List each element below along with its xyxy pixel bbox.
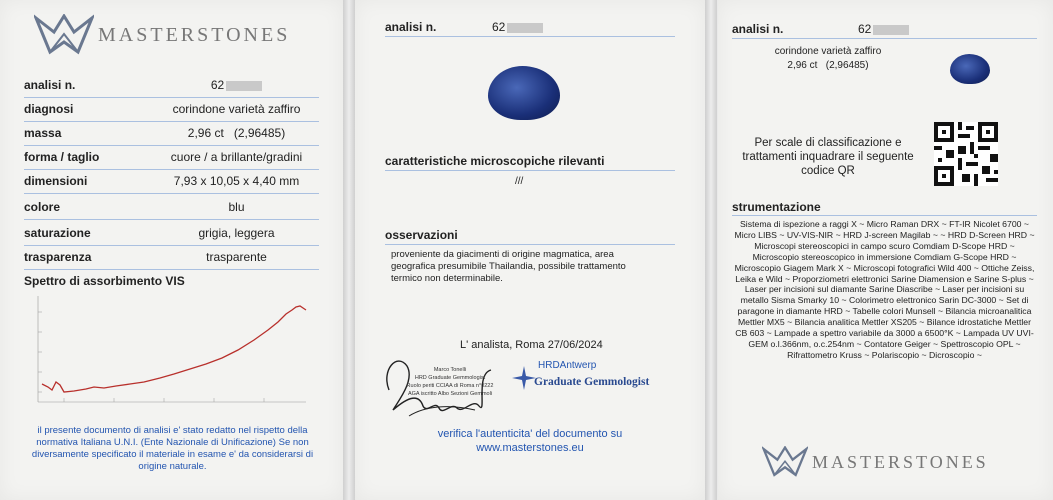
analyst-line: L' analista, Roma 27/06/2024	[460, 339, 603, 351]
redaction-block	[226, 81, 262, 91]
verify-line: verifica l'autenticita' del documento su	[437, 428, 623, 440]
row-value: blu	[228, 200, 245, 214]
redaction-block	[873, 25, 909, 35]
divider	[385, 36, 675, 37]
row-value: grigia, leggera	[198, 226, 275, 240]
row-label: forma / taglio	[24, 150, 100, 164]
absorption-spectrum-plot	[34, 292, 314, 417]
micro-title: caratteristiche microscopiche rilevanti	[385, 154, 605, 168]
micro-value: ///	[515, 176, 524, 187]
right-panel	[718, 0, 1053, 500]
divider	[385, 244, 675, 245]
row-label: dimensioni	[24, 174, 88, 188]
website-link[interactable]: www.masterstones.eu	[476, 442, 584, 454]
brand-name: MASTERSTONES	[98, 23, 291, 46]
row-forma	[24, 147, 319, 170]
row-label: saturazione	[24, 226, 91, 240]
signature-caption: Marco Tonelli HRD Graduate Gemmologist Ruolo periti CCIAA di Roma n°0222 AGA iscritto Albo Sezioni Gemmoli	[406, 367, 494, 397]
row-value: corindone varietà zaffiro	[172, 102, 301, 116]
spectrum-title: Spettro di assorbimento VIS	[24, 274, 185, 288]
middle-panel	[355, 0, 705, 500]
mass-text: 2,96 ct (2,96485)	[787, 60, 869, 71]
row-value: trasparente	[206, 250, 267, 264]
left-panel	[0, 0, 343, 500]
row-value: 2,96 ct (2,96485)	[187, 126, 286, 140]
row-label: analisi n.	[24, 78, 76, 92]
row-dimensioni	[24, 171, 319, 194]
spectrum-curve	[42, 306, 306, 392]
brand-name: MASTERSTONES	[812, 451, 989, 472]
spectrum-ticks	[38, 312, 264, 402]
qr-instructions: Per scale di classificazione e trattamenti inquadrare il seguente codice QR	[742, 137, 914, 177]
brand-logo-bottom	[762, 446, 989, 478]
row-massa	[24, 123, 319, 146]
row-value: 7,93 x 10,05 x 4,40 mm	[173, 174, 300, 188]
qr-code[interactable]	[934, 122, 998, 186]
masterstones-logo-icon	[762, 446, 808, 478]
analisi-value: 62	[492, 20, 543, 34]
row-value: cuore / a brillante/gradini	[170, 150, 303, 164]
analisi-value: 62	[858, 22, 909, 36]
fold-line-right	[705, 0, 717, 500]
hrd-top-text: HRDAntwerp	[538, 360, 597, 371]
obs-title: osservazioni	[385, 228, 458, 242]
row-label: diagnosi	[24, 102, 74, 116]
gem-photo	[488, 66, 560, 120]
row-trasparenza	[24, 247, 319, 270]
row-label: trasparenza	[24, 250, 92, 264]
hrd-bottom-text: Graduate Gemmologist	[534, 376, 650, 388]
divider	[732, 215, 1037, 216]
obs-text: proveniente da giacimenti di origine magmatica, area geografica presumibile Thailandia, possibile trattamento termico non determinabile.	[391, 249, 626, 284]
gem-thumbnail	[950, 54, 990, 84]
row-value: 62	[154, 78, 319, 92]
row-analisi	[24, 75, 319, 98]
row-label: massa	[24, 126, 62, 140]
footer-note: il presente documento di analisi e' stato redatto nel rispetto della normativa Italiana U.N.I. (Ente Nazionale di Unificazione) Se non diversamente specificato il materiale in esame e' da considerarsi di origine naturale.	[31, 425, 314, 472]
row-colore	[24, 197, 319, 220]
divider	[732, 38, 1037, 39]
hrd-star-icon	[512, 366, 536, 390]
analisi-label: analisi n.	[732, 22, 784, 36]
masterstones-logo-icon	[34, 14, 94, 56]
redaction-block	[507, 23, 543, 33]
row-diagnosi	[24, 99, 319, 122]
divider	[385, 170, 675, 171]
fold-line-left	[343, 0, 355, 500]
instr-text: Sistema di ispezione a raggi X ~ Micro Raman DRX ~ FT-IR Nicolet 6700 ~ Micro LIBS ~ UV-VIS-NIR ~ HRD J-screen Magilab ~ ~ HRD D-Screen HRD ~ Microscopi stereoscopici in campo scuro Comdiam D-Scope HRD ~ Microscopio stereoscopico in immersione Comdiam G-Scope HRD ~ Microscopio Giagem Mark X ~ Microscopi fotografici Wild 400 ~ Ottiche Zeiss, Leika e Wild ~ Proporziometri elettronici Sarine Diamension e Sarine S-plus ~ Laser per incisioni sul diamante Sarine Diascribe ~ Laser per incisioni su metallo Sisma Smarky 10 ~ Colorimetro elettronico Sarin DC-3000 ~ Set di paragone in diamante HRD ~ Tabelle colori Munsell ~ Bilancia microanalitica Mettler MX5 ~ Bilancia analitica Mettler XS205 ~ Bilance idrostatiche Mettler CB 603 ~ Lampade a spettro variabile da 3000 a 6500°K ~ Lampada UV UVI-GEM o.l.366nm, o.c.254nm ~ Contatore Geiger ~ Spettroscopio OPL ~ Rifrattometro Kruss ~ Polariscopio ~ Dicroscopio ~	[734, 219, 1035, 360]
row-label: colore	[24, 200, 61, 214]
diagnosis-text: corindone varietà zaffiro	[774, 46, 882, 57]
row-saturazione	[24, 223, 319, 246]
analisi-label: analisi n.	[385, 20, 437, 34]
brand-logo	[34, 14, 290, 56]
instr-title: strumentazione	[732, 200, 821, 214]
